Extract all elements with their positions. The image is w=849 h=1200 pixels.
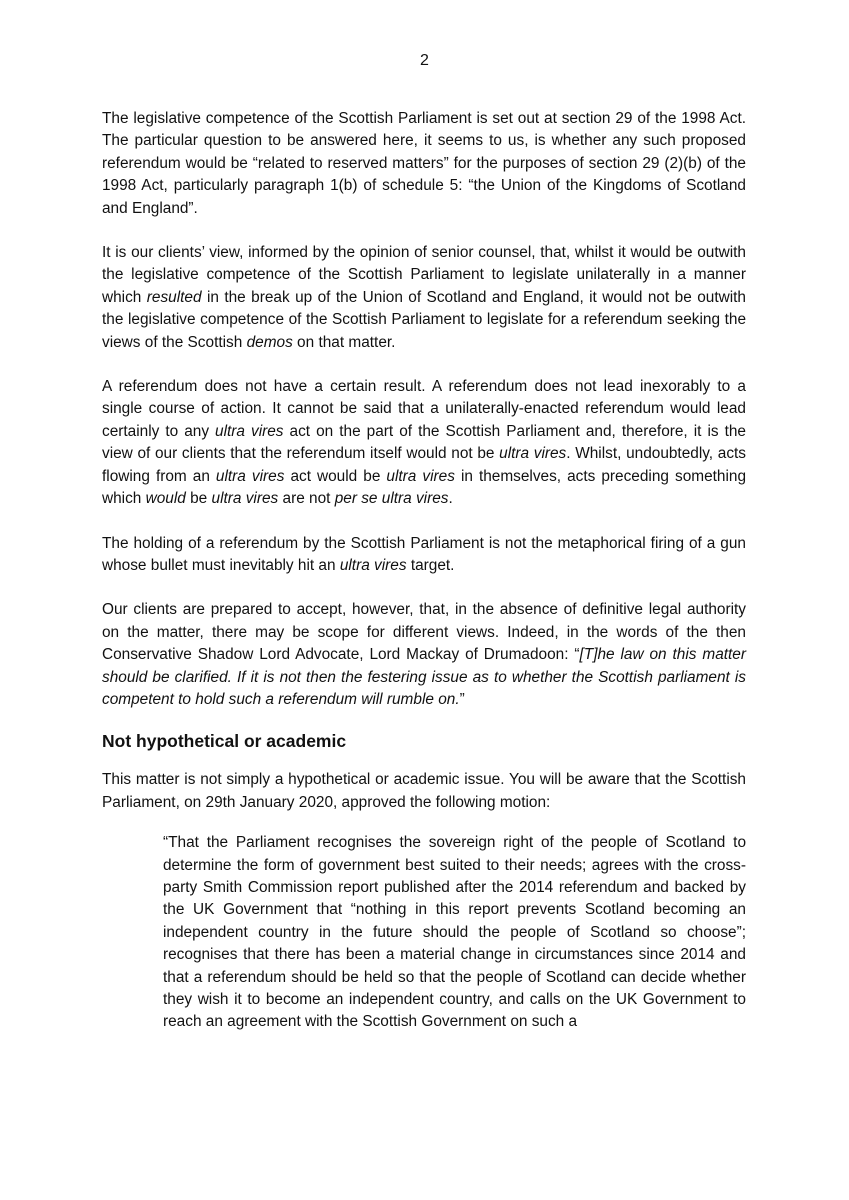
text-run: are not xyxy=(278,490,335,508)
text-run: The holding of a referendum by the Scottish Parliament is not the metaphorical firing of a gun whose bullet must inevitably hit an xyxy=(102,534,746,574)
italic-quote-run: [T]he law on this matter should be clarified. If it is not then the festering issue as to whether the Scottish parliament is competent to hold such a referendum will rumble on. xyxy=(102,646,746,708)
text-run: act on the part of the Scottish Parliament and, therefore, it is the view of our clients that the referendum itself would not be xyxy=(102,422,746,463)
section-heading: Not hypothetical or academic xyxy=(102,731,347,752)
document-body xyxy=(102,108,746,1034)
paragraph-legislative-competence: The legislative competence of the Scottish Parliament is set out at section 29 of the 1998 Act. The particular question to be answered here, it seems to us, is whether any such proposed referendum would be “related to reserved matters” for the purposes of section 29 (2)(b) of the 1998 Act, particularly paragraph 1(b) of schedule 5: “the Union of the Kingdoms of Scotland and England”. xyxy=(102,110,746,217)
text-run: be xyxy=(185,490,212,508)
paragraph-referendum-result xyxy=(102,376,746,510)
paragraph-different-views xyxy=(102,599,746,711)
italic-run: would xyxy=(145,490,186,508)
paragraph-metaphorical-gun xyxy=(102,533,746,578)
italic-run: resulted xyxy=(146,288,202,306)
text-run: on that matter. xyxy=(292,333,396,351)
text-run: ” xyxy=(459,690,465,708)
text-run: in themselves, acts preceding something which xyxy=(102,467,747,508)
italic-run: ultra vires xyxy=(211,490,279,508)
italic-run: demos xyxy=(246,333,293,351)
motion-quote: “That the Parliament recognises the sovereign right of the people of Scotland to determine the form of government best suited to their needs; agrees with the cross-party Smith Commission report published after the 2014 referendum and backed by the UK Government that “nothing in this report prevents Scotland becoming an independent country in the future should the people of Scotland so choose”; recognises that there has been a material change in circumstances since 2014 and that a referendum should be held so that the people of Scotland can decide whether they wish it to become an independent country, and calls on the UK Government to reach an agreement with the Scottish Government on such a xyxy=(163,834,746,1031)
paragraph-not-hypothetical: This matter is not simply a hypothetical or academic issue. You will be aware that the Scottish Parliament, on 29th January 2020, approved the following motion: xyxy=(102,771,746,811)
italic-run: ultra vires xyxy=(339,556,407,574)
text-run: A referendum does not have a certain result. A referendum does not lead inexorably to a single course of action. It cannot be said that a unilaterally-enacted referendum would lead certainly to any xyxy=(102,378,746,440)
text-run: Our clients are prepared to accept, however, that, in the absence of definitive legal authority on the matter, there may be scope for different views. Indeed, in the words of the then Conservative Shadow Lord Advocate, Lord Mackay of Drumadoon: “ xyxy=(102,601,746,664)
page-number: 2 xyxy=(420,52,429,69)
text-run: . xyxy=(448,490,453,508)
italic-run: ultra vires xyxy=(499,445,567,463)
italic-run: ultra vires xyxy=(215,467,285,485)
paragraph-clients-view xyxy=(102,242,746,354)
text-run: . Whilst, undoubtedly, acts flowing from an xyxy=(102,445,746,485)
text-run: It is our clients’ view, informed by the opinion of senior counsel, that, whilst it would be outwith the legislative competence of the Scottish Parliament to legislate unilaterally in a manner which xyxy=(102,244,746,306)
text-run: act would be xyxy=(284,467,387,485)
italic-run: ultra vires xyxy=(215,422,284,440)
text-run: in the break up of the Union of Scotland and England, it would not be outwith the legislative competence of the Scottish Parliament to legislate for a referendum seeking the views of the Scottish xyxy=(102,288,746,351)
italic-run: ultra vires xyxy=(386,467,455,485)
text-run: target. xyxy=(406,556,455,574)
italic-run: per se ultra vires xyxy=(334,490,449,508)
